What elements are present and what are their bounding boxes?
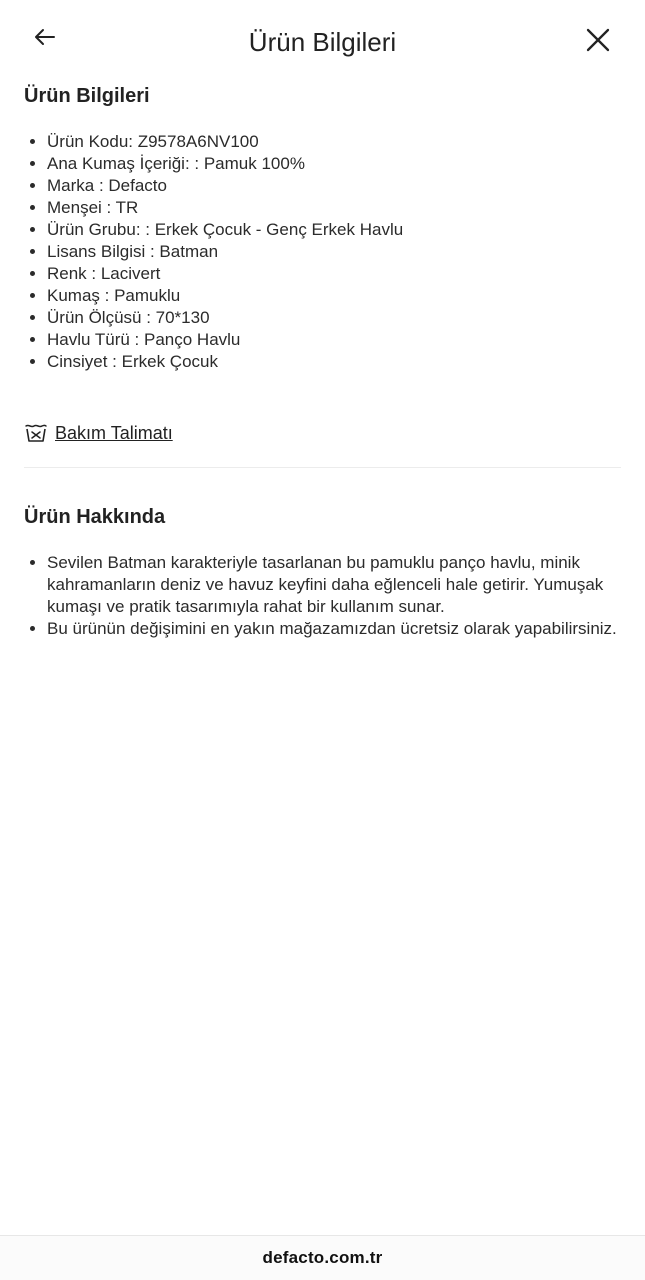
wash-basin-icon [24, 422, 48, 444]
close-icon [583, 25, 613, 55]
section-divider [24, 467, 621, 468]
product-code-item: • Ürün Kodu: Z9578A6NV100 [47, 131, 644, 153]
fabric-item: • Kumaş : Pamuklu [47, 285, 644, 307]
care-instructions-label[interactable]: Bakım Talimatı [55, 423, 173, 443]
about-product-list [24, 552, 644, 640]
site-domain: defacto.com.tr [262, 1248, 383, 1267]
browser-domain-footer [0, 1235, 645, 1280]
towel-type-item: • Havlu Türü : Panço Havlu [47, 329, 644, 351]
brand-item: • Marka : Defacto [47, 175, 644, 197]
page-title: Ürün Bilgileri [248, 27, 397, 57]
about-product-section-title: Ürün Hakkında [24, 506, 166, 528]
color-item: • Renk : Lacivert [47, 263, 644, 285]
product-group-item: • Ürün Grubu: : Erkek Çocuk - Genç Erkek Havlu [47, 219, 644, 241]
origin-item: • Menşei : TR [47, 197, 644, 219]
top-bar [0, 0, 645, 84]
about-description-item: • Sevilen Batman karakteriyle tasarlanan bu pamuklu panço havlu, minik kahramanların deniz ve havuz keyfini daha eğlenceli hale getirir. Yumuşak kumaşı ve pratik tasarımıyla rahat bir kullanım sunar. [47, 552, 644, 618]
product-info-section-title: Ürün Bilgileri [24, 85, 150, 107]
fabric-content-item: • Ana Kumaş İçeriği: : Pamuk 100% [47, 153, 644, 175]
size-item: • Ürün Ölçüsü : 70*130 [47, 307, 644, 329]
product-info-list [24, 131, 644, 373]
gender-item: • Cinsiyet : Erkek Çocuk [47, 351, 644, 373]
care-instructions-link[interactable] [24, 419, 173, 447]
exchange-info-item: • Bu ürünün değişimini en yakın mağazamızdan ücretsiz olarak yapabilirsiniz. [47, 618, 644, 640]
license-item: • Lisans Bilgisi : Batman [47, 241, 644, 263]
close-button[interactable] [581, 23, 615, 57]
